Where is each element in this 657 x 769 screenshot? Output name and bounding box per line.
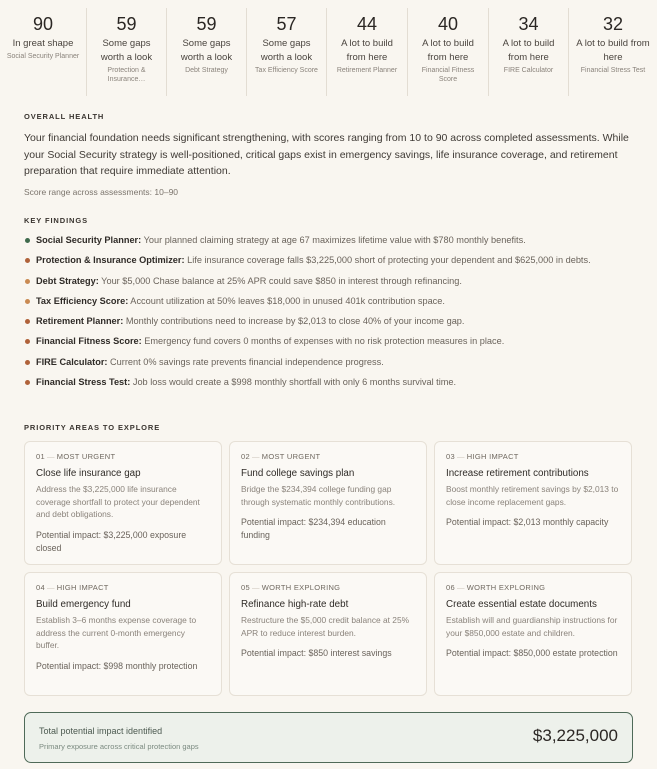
- card-impact: Potential impact: $850 interest savings: [241, 648, 392, 658]
- bullet-icon: [25, 380, 30, 385]
- card-priority: WORTH EXPLORING: [466, 583, 546, 592]
- card-tag-separator: —: [251, 583, 260, 592]
- card-priority: WORTH EXPLORING: [261, 583, 341, 592]
- card-tag: [446, 583, 620, 592]
- bullet-icon: [25, 319, 30, 324]
- finding-text: Life insurance coverage falls $3,225,000 short of protecting your dependent and $625,000 in debts.: [184, 255, 591, 266]
- card-tag: [241, 583, 415, 592]
- card-impact: Potential impact: $234,394 education funding: [241, 517, 386, 540]
- score-value: 40: [437, 14, 459, 34]
- bullet-icon: [25, 339, 30, 344]
- score-status: In great shape: [12, 38, 74, 49]
- card-priority: MOST URGENT: [56, 452, 116, 461]
- card-title: Fund college savings plan: [241, 468, 355, 479]
- score-value: 57: [276, 14, 297, 34]
- finding-title: Debt Strategy:: [36, 275, 99, 286]
- card-number: 02: [241, 452, 250, 461]
- card-title: Close life insurance gap: [36, 468, 141, 479]
- key-findings-heading: KEY FINDINGS: [24, 216, 89, 225]
- total-impact-value: $3,225,000: [532, 726, 618, 745]
- score-source: Financial Fitness Score: [421, 67, 475, 83]
- finding-item: [24, 356, 639, 369]
- bullet-icon: [25, 299, 30, 304]
- total-impact-panel: [24, 712, 633, 763]
- card-tag-separator: —: [251, 452, 260, 461]
- card-title: Create essential estate documents: [446, 599, 597, 610]
- score-card[interactable]: [408, 8, 489, 96]
- finding-item: [24, 376, 639, 389]
- card-priority: HIGH IMPACT: [56, 583, 109, 592]
- score-source: Tax Efficiency Score: [255, 67, 318, 74]
- score-source: FIRE Calculator: [503, 67, 554, 74]
- score-source: Protection & Insurance…: [107, 67, 146, 83]
- finding-text: Your $5,000 Chase balance at 25% APR could save $850 in interest through refinancing.: [98, 275, 462, 286]
- score-card[interactable]: [167, 8, 247, 96]
- finding-title: Protection & Insurance Optimizer:: [36, 255, 185, 266]
- card-title: Refinance high-rate debt: [241, 599, 349, 610]
- priority-card[interactable]: [434, 572, 632, 696]
- score-status: A lot to build from here: [341, 38, 393, 63]
- score-value: 32: [602, 14, 624, 34]
- score-card[interactable]: [247, 8, 327, 96]
- finding-text: Your planned claiming strategy at age 67 maximizes lifetime value with $780 monthly benefits.: [141, 235, 526, 245]
- finding-title: Retirement Planner:: [36, 316, 124, 327]
- overall-summary: Your financial foundation needs significant strengthening, with scores ranging from 10 to 90 across completed assessments. While your Social Security strategy is well-positioned, critical gaps exist in emergency savings, life insurance coverage, and retirement preparation that require immediate attention.: [24, 132, 629, 177]
- finding-item: [24, 295, 639, 308]
- card-priority: HIGH IMPACT: [466, 452, 519, 461]
- finding-text: Monthly contributions need to increase by $2,013 to close 40% of your income gap.: [123, 316, 465, 327]
- score-value: 59: [116, 14, 137, 34]
- finding-title: Financial Stress Test:: [36, 377, 131, 388]
- total-impact-label: Total potential impact identified: [39, 726, 163, 736]
- card-impact: Potential impact: $850,000 estate protection: [446, 648, 618, 658]
- finding-text: Current 0% savings rate prevents financial independence progress.: [107, 356, 384, 367]
- card-description: Boost monthly retirement savings by $2,013 to close income replacement gaps.: [446, 484, 619, 507]
- bullet-icon: [25, 360, 30, 365]
- score-card[interactable]: [327, 8, 408, 96]
- score-strip: [0, 8, 657, 96]
- card-tag-separator: —: [46, 452, 55, 461]
- score-source: Social Security Planner: [6, 53, 80, 60]
- findings-list: [24, 234, 639, 396]
- priority-card[interactable]: [229, 441, 427, 565]
- finding-item: [24, 315, 639, 328]
- card-priority: MOST URGENT: [261, 452, 321, 461]
- score-range-text: Score range across assessments: 10–90: [24, 187, 179, 197]
- card-number: 06: [446, 583, 455, 592]
- finding-text: Emergency fund covers 0 months of expenses with no risk protection measures in place.: [141, 336, 505, 347]
- score-source: Debt Strategy: [185, 67, 228, 74]
- card-impact: Potential impact: $998 monthly protection: [36, 660, 198, 671]
- card-number: 01: [36, 452, 45, 461]
- card-tag-separator: —: [46, 583, 55, 592]
- card-title: Build emergency fund: [36, 599, 131, 610]
- finding-title: Social Security Planner:: [36, 235, 142, 245]
- score-value: 59: [196, 14, 217, 34]
- card-description: Establish will and guardianship instructions for your $850,000 estate and children.: [446, 615, 618, 638]
- score-status: Some gaps worth a look: [180, 38, 233, 63]
- card-tag: [36, 452, 210, 461]
- score-card[interactable]: [489, 8, 569, 96]
- bullet-icon: [25, 258, 30, 263]
- score-card[interactable]: [0, 8, 87, 96]
- finding-title: Tax Efficiency Score:: [36, 295, 129, 306]
- score-source: Retirement Planner: [336, 67, 398, 74]
- score-card[interactable]: [569, 8, 657, 96]
- card-impact: Potential impact: $2,013 monthly capacity: [446, 517, 609, 527]
- card-number: 03: [446, 452, 455, 461]
- card-tag-separator: —: [456, 452, 465, 461]
- score-card[interactable]: [87, 8, 167, 96]
- finding-title: Financial Fitness Score:: [36, 336, 142, 347]
- card-description: Establish 3–6 months expense coverage to address the current 0-month emergency buffer.: [36, 615, 197, 650]
- finding-item: [24, 234, 639, 247]
- priority-card[interactable]: [24, 572, 222, 696]
- overall-health-heading: OVERALL HEALTH: [24, 112, 105, 121]
- card-number: 05: [241, 583, 250, 592]
- card-description: Restructure the $5,000 credit balance at 25% APR to reduce interest burden.: [241, 615, 410, 638]
- finding-title: FIRE Calculator:: [36, 356, 108, 367]
- score-value: 34: [518, 14, 539, 34]
- card-tag: [241, 452, 415, 461]
- finding-item: [24, 254, 639, 267]
- card-number: 04: [36, 583, 45, 592]
- score-value: 90: [32, 14, 54, 34]
- finding-text: Job loss would create a $998 monthly shortfall with only 6 months survival time.: [130, 377, 457, 388]
- priority-card[interactable]: [434, 441, 632, 565]
- card-tag: [446, 452, 620, 461]
- card-description: Bridge the $234,394 college funding gap through systematic monthly contributions.: [241, 484, 396, 507]
- finding-item: [24, 275, 639, 288]
- score-status: A lot to build from here: [422, 38, 474, 63]
- card-title: Increase retirement contributions: [446, 468, 589, 479]
- score-status: A lot to build from here: [502, 38, 555, 63]
- score-status: A lot to build from here: [576, 38, 650, 63]
- finding-text: Account utilization at 50% leaves $18,000 in unused 401k contribution space.: [128, 295, 445, 306]
- score-status: Some gaps worth a look: [100, 38, 153, 63]
- card-description: Address the $3,225,000 life insurance coverage shortfall to protect your dependent and debt obligations.: [36, 484, 200, 519]
- score-status: Some gaps worth a look: [260, 38, 313, 63]
- total-impact-sub: Primary exposure across critical protection gaps: [39, 742, 199, 751]
- priority-card[interactable]: [24, 441, 222, 565]
- card-tag: [36, 583, 210, 592]
- score-value: 44: [356, 14, 378, 34]
- bullet-icon: [25, 238, 30, 243]
- card-tag-separator: —: [456, 583, 465, 592]
- priority-card[interactable]: [229, 572, 427, 696]
- priority-heading: PRIORITY AREAS TO EXPLORE: [24, 423, 161, 432]
- finding-item: [24, 335, 639, 348]
- bullet-icon: [25, 279, 30, 284]
- card-impact: Potential impact: $3,225,000 exposure closed: [36, 529, 187, 553]
- score-source: Financial Stress Test: [580, 67, 646, 74]
